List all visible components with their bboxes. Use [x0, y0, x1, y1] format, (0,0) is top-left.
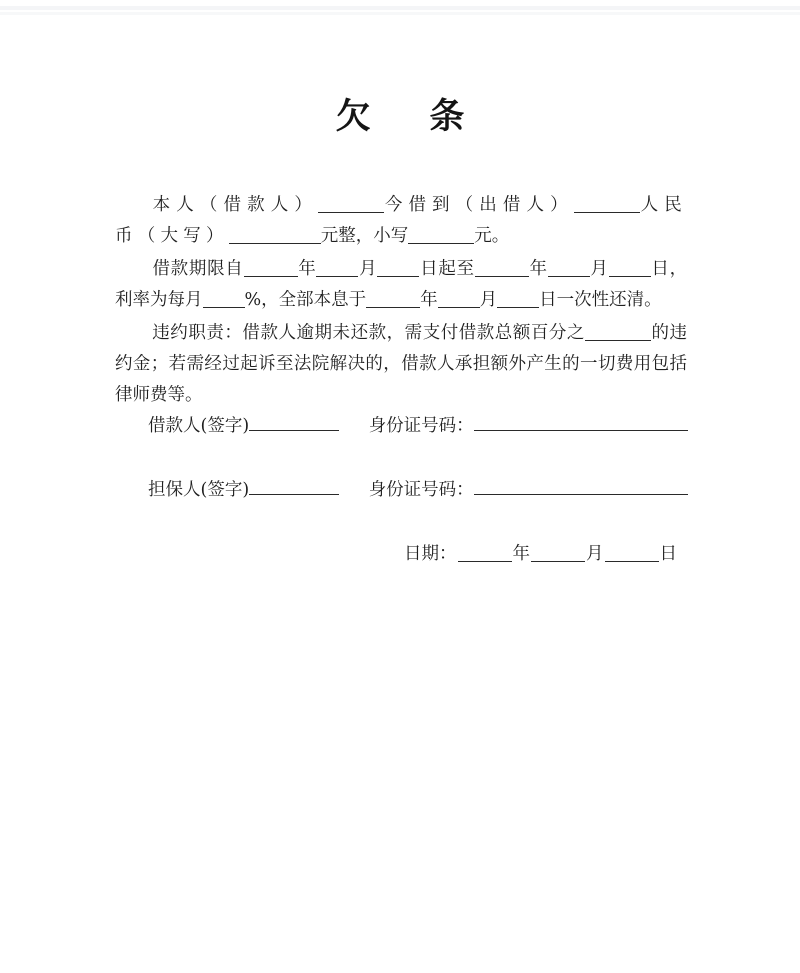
blank-borrower-name[interactable]: [318, 212, 384, 213]
scan-artifact-band-secondary: [0, 12, 800, 15]
unit-month-start: 月: [358, 259, 378, 279]
paragraph-principal-seg5: 元。: [474, 226, 510, 246]
guarantor-id-field[interactable]: [474, 494, 688, 495]
paragraph-penalty: [115, 318, 687, 411]
paragraph-term-seg5: 一次性还清。: [556, 290, 662, 310]
paragraph-principal-seg4: 元整，小写: [320, 226, 409, 246]
guarantor-signature-field[interactable]: [249, 494, 339, 495]
date-day-field[interactable]: [605, 561, 659, 562]
blank-start-month[interactable]: [316, 276, 358, 277]
blank-repay-year[interactable]: [366, 307, 420, 308]
document-body: [115, 190, 687, 413]
date-unit-year: 年: [512, 544, 530, 564]
unit-month-end: 月: [589, 259, 609, 279]
unit-month-repay: 月: [479, 290, 498, 310]
scan-artifact-band: [0, 6, 800, 10]
borrower-id-field[interactable]: [474, 430, 688, 431]
blank-penalty-percent[interactable]: [585, 340, 651, 341]
blank-repay-month[interactable]: [438, 307, 480, 308]
paragraph-principal-seg3: 人民币（大写）: [115, 195, 688, 246]
paragraph-term: [115, 254, 687, 316]
signature-section: [148, 413, 688, 541]
blank-start-year[interactable]: [244, 276, 298, 277]
date-unit-day: 日: [659, 544, 677, 564]
percent-sign: %: [244, 290, 262, 310]
blank-lender-name[interactable]: [574, 212, 640, 213]
date-unit-month: 月: [586, 544, 604, 564]
blank-end-day[interactable]: [609, 276, 651, 277]
blank-end-month[interactable]: [548, 276, 590, 277]
blank-end-year[interactable]: [475, 276, 529, 277]
borrower-signature-label: 借款人(签字): [148, 416, 250, 436]
paragraph-term-seg4: ，全部本息于: [261, 290, 367, 310]
blank-amount-digits[interactable]: [408, 243, 474, 244]
borrower-signature-field[interactable]: [249, 430, 339, 431]
guarantor-signature-label: 担保人(签字): [148, 480, 250, 500]
unit-year-end: 年: [528, 259, 548, 279]
paragraph-principal: [115, 190, 687, 252]
borrower-id-label: 身份证号码：: [368, 416, 474, 436]
page-title: 欠 条: [335, 96, 477, 137]
unit-year-repay: 年: [420, 290, 438, 310]
date-year-field[interactable]: [458, 561, 512, 562]
paragraph-term-seg2: 起至: [438, 259, 475, 279]
paragraph-term-seg3: ，利率为每月: [115, 259, 688, 310]
blank-start-day[interactable]: [377, 276, 419, 277]
unit-day-repay: 日: [539, 290, 557, 310]
paragraph-penalty-seg1: 违约职责：借款人逾期未还款，需支付借款总额百分之: [151, 323, 585, 343]
borrower-signature-row: [148, 413, 688, 439]
paragraph-principal-seg1: 本人（借款人）: [151, 195, 318, 215]
paragraph-principal-seg2: 今借到（出借人）: [383, 195, 574, 215]
guarantor-id-label: 身份证号码：: [368, 480, 474, 500]
paragraph-penalty-seg2: 的违约金；若需经过起诉至法院解决的，借款人承担额外产生的一切费用包括律师费等。: [115, 323, 688, 405]
paragraph-term-seg1: 借款期限自: [151, 259, 244, 279]
date-month-field[interactable]: [531, 561, 585, 562]
date-line: [404, 541, 677, 567]
blank-amount-words[interactable]: [229, 243, 321, 244]
blank-interest-rate[interactable]: [203, 307, 245, 308]
date-label: 日期：: [404, 544, 457, 564]
blank-repay-day[interactable]: [497, 307, 539, 308]
unit-day-end: 日: [650, 259, 670, 279]
guarantor-signature-row: [148, 477, 688, 503]
unit-year-start: 年: [297, 259, 317, 279]
unit-day-start: 日: [419, 259, 439, 279]
